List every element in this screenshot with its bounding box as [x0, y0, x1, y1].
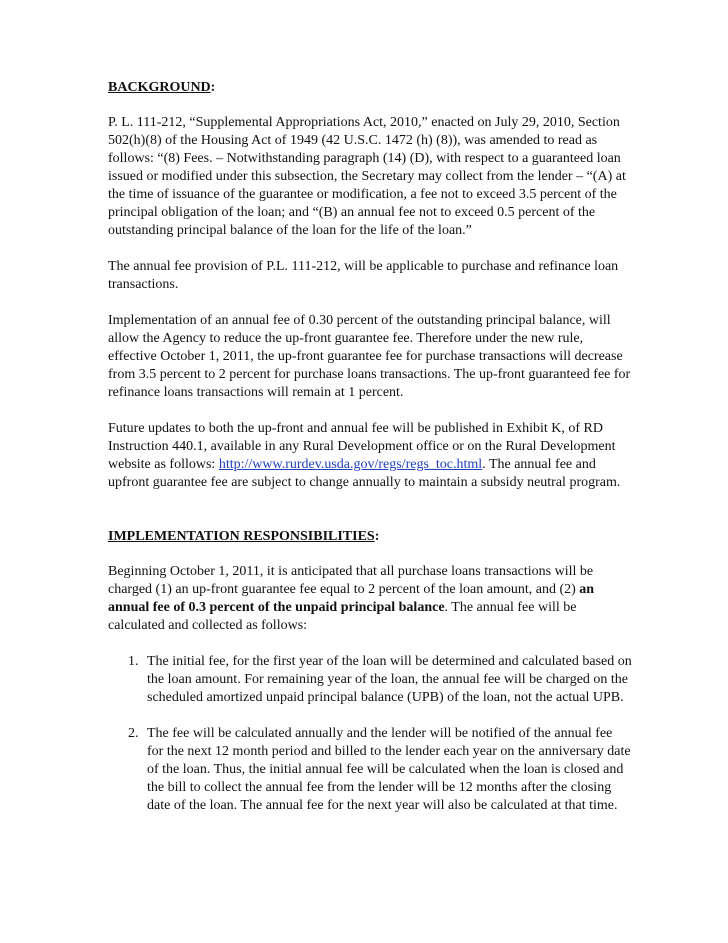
background-paragraph-3: Implementation of an annual fee of 0.30 percent of the outstanding principal balance, will allow the Agency to reduce the up-front guarantee fee. Therefore under the new rule, effective October 1, 2011, the up-front guarantee fee for purchase transactions will decrease from 3.5 percent to 2 percent for purchase loans transactions. The up-front guaranteed fee for refinance loans transactions will remain at 1 percent. — [108, 313, 631, 400]
implementation-intro-text-end: . The annual fee will be calculated and collected as follows: — [108, 600, 577, 633]
implementation-heading-text: IMPLEMENTATION RESPONSIBILITIES — [108, 529, 375, 544]
list-item-number: 2. — [128, 726, 139, 741]
future-updates-text: Future updates to both the up-front and annual fee will be published in Exhibit K, of RD Instruction 440.1, available in any Rural Development office or on the Rural Development website as follows: — [108, 421, 616, 472]
list-item-number: 1. — [128, 654, 139, 669]
implementation-intro — [108, 563, 632, 635]
background-heading — [108, 79, 632, 97]
implementation-intro-bold: an annual fee of 0.3 percent of the unpaid principal balance — [108, 582, 595, 615]
implementation-heading-colon: : — [374, 529, 380, 544]
rural-development-regs-link[interactable]: http://www.rurdev.usda.gov/regs/regs_toc.html — [218, 457, 483, 472]
list-item — [108, 653, 632, 707]
section-spacer — [108, 510, 632, 528]
list-item — [108, 725, 632, 815]
implementation-heading — [108, 528, 632, 546]
background-paragraph-4 — [108, 420, 632, 492]
background-paragraph-2: The annual fee provision of P.L. 111-212, will be applicable to purchase and refinance loan transactions. — [108, 259, 619, 292]
background-heading-text: BACKGROUND — [108, 80, 211, 95]
fee-steps-list — [108, 653, 632, 815]
list-item-text: The initial fee, for the first year of the loan will be determined and calculated based on the loan amount. For remaining year of the loan, the annual fee will be charged on the scheduled amortized unpaid principal balance (UPB) of the loan, not the actual UPB. — [147, 654, 632, 705]
background-paragraph-1: P. L. 111-212, “Supplemental Appropriations Act, 2010,” enacted on July 29, 2010, Section 502(h)(8) of the Housing Act of 1949 (42 U.S.C. 1472 (h) (8)), was amended to read as follows: “(8) Fees. – Notwithstanding paragraph (14) (D), with respect to a guaranteed loan issued or modified under this subsection, the Secretary may collect from the lender – “(A) at the time of issuance of the guarantee or modification, a fee not to exceed 3.5 percent of the principal obligation of the loan; and “(B) an annual fee not to exceed 0.5 percent of the outstanding principal balance of the loan for the life of the loan.” — [108, 115, 626, 238]
background-heading-colon: : — [210, 80, 216, 95]
future-updates-text-end: . The annual fee and upfront guarantee fee are subject to change annually to maintain a subsidy neutral program. — [108, 457, 621, 490]
implementation-intro-text: Beginning October 1, 2011, it is anticipated that all purchase loans transactions will be charged (1) an up-front guarantee fee equal to 2 percent of the loan amount, and (2) — [108, 564, 594, 597]
list-item-text: The fee will be calculated annually and the lender will be notified of the annual fee for the next 12 month period and billed to the lender each year on the anniversary date of the loan. Thus, the initial annual fee will be calculated when the loan is closed and the bill to collect the annual fee from the lender will be 12 months after the closing date of the loan. The annual fee for the next year will also be calculated at that time. — [147, 726, 631, 813]
